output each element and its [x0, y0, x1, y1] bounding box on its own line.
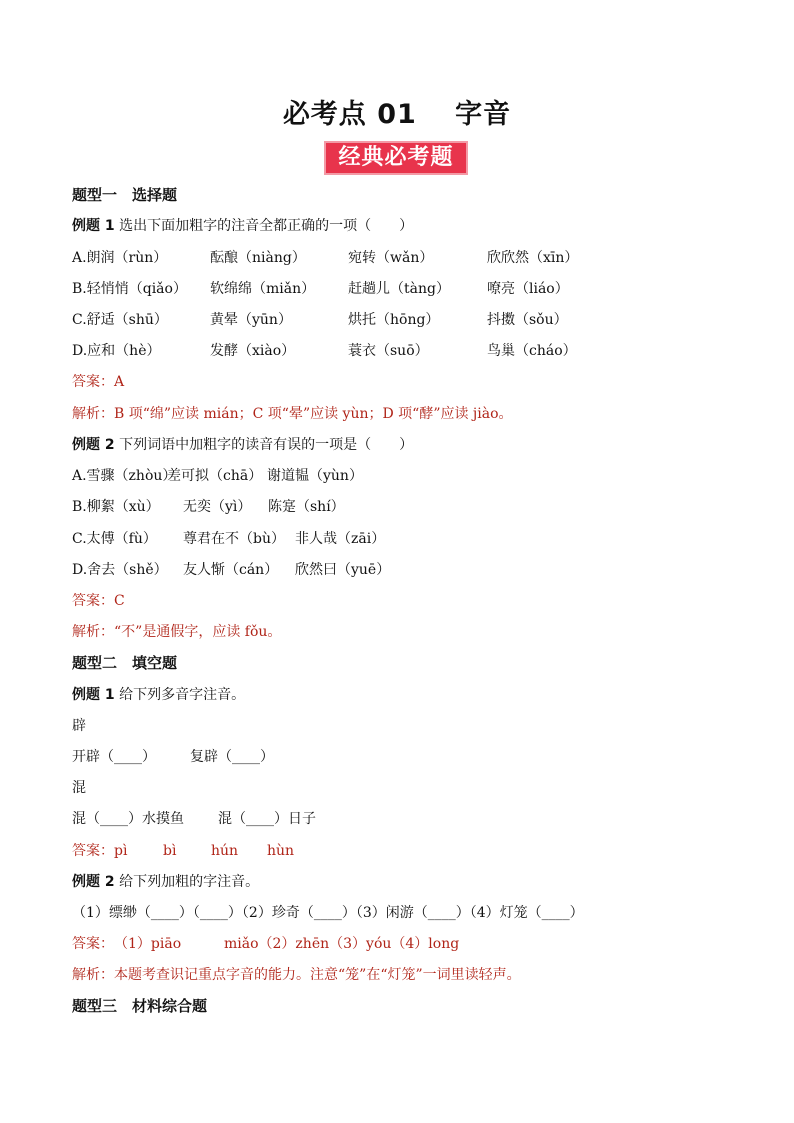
option-cell: 烘托（hōng） [348, 312, 440, 328]
answer-text: 答案：A [72, 374, 125, 390]
option-cell: B.柳絮（xù） [72, 499, 160, 515]
fill-blank-items: （1）缥缈（____）（____）（2）珍奇（____）（3）闲游（____）（4）灯笼（____） [72, 905, 584, 921]
option-cell: 尊君在不（bù） [183, 531, 285, 547]
option-cell: C.太傅（fù） [72, 531, 157, 547]
option-cell: A.雪骤（zhòu） [72, 468, 177, 484]
option-cell: 赶趟儿（tàng） [348, 281, 450, 297]
answer-text: 答案：C [72, 593, 125, 609]
question-text: 给下列加粗的字注音。 [119, 874, 260, 890]
option-cell: 发酵（xiào） [210, 343, 296, 359]
fill-blank-item: 开辟（____） [72, 749, 156, 765]
analysis-text: 解析：B 项“绵”应读 mián；C 项“晕”应读 yùn；D 项“酵”应读 jiào。 [72, 406, 513, 422]
question-text: 选出下面加粗字的注音全都正确的一项（ ） [119, 218, 414, 234]
example-question [72, 871, 259, 893]
answer-label: 答案： [72, 843, 114, 859]
option-cell: 陈寔（shí） [268, 499, 345, 515]
option-cell: 非人哉（zāi） [295, 531, 386, 547]
answer-value: bì [163, 843, 177, 859]
example-question [72, 684, 245, 706]
fill-blank-item: 混（____）日子 [218, 811, 316, 827]
section-heading-choice: 题型一 选择题 [72, 186, 178, 204]
fill-blank-item: 复辟（____） [190, 749, 274, 765]
option-cell: 黄晕（yūn） [210, 312, 292, 328]
answer-label: 答案： [72, 936, 114, 952]
example-label: 例题 1 [72, 687, 115, 703]
example-question [72, 215, 413, 237]
option-cell: D.舍去（shě） [72, 562, 168, 578]
question-text: 下列词语中加粗字的读音有误的一项是（ ） [119, 437, 414, 453]
option-cell: 抖擞（sǒu） [487, 312, 568, 328]
section-heading-fill: 题型二 填空题 [72, 654, 178, 672]
option-cell: A.朗润（rùn） [72, 250, 168, 266]
answer-value: pì [114, 843, 128, 859]
option-cell: 软绵绵（miǎn） [210, 281, 316, 297]
section-heading-material: 题型三 材料综合题 [72, 997, 208, 1015]
option-cell: 友人惭（cán） [183, 562, 279, 578]
option-cell: C.舒适（shū） [72, 312, 168, 328]
answer-value: miǎo（2）zhēn（3）yóu（4）long [224, 936, 460, 952]
answer-value: hún [211, 843, 239, 859]
option-cell: 差可拟（chā） [167, 468, 263, 484]
answer-value: （1）piāo [114, 936, 182, 952]
option-cell: 欣欣然（xīn） [487, 250, 579, 266]
analysis-text: 解析：“不”是通假字，应读 fǒu。 [72, 624, 282, 640]
option-cell: 宛转（wǎn） [348, 250, 434, 266]
fill-blank-item: 混（____）水摸鱼 [72, 811, 184, 827]
option-cell: 酝酿（niàng） [210, 250, 306, 266]
polyphone-char: 混 [72, 780, 86, 796]
option-cell: D.应和（hè） [72, 343, 161, 359]
polyphone-char: 辟 [72, 718, 86, 734]
classic-exam-badge: 经典必考题 [324, 141, 468, 175]
example-label: 例题 2 [72, 874, 115, 890]
example-question [72, 434, 413, 456]
analysis-text: 解析：本题考查识记重点字音的能力。注意“笼”在“灯笼”一词里读轻声。 [72, 967, 521, 983]
option-cell: 嘹亮（liáo） [487, 281, 569, 297]
answer-value: hùn [267, 843, 295, 859]
option-cell: 无奕（yì） [183, 499, 252, 515]
example-label: 例题 2 [72, 437, 115, 453]
option-cell: 谢道韫（yùn） [267, 468, 363, 484]
option-cell: 鸟巢（cháo） [487, 343, 577, 359]
option-cell: B.轻悄悄（qiǎo） [72, 281, 187, 297]
option-cell: 欣然曰（yuē） [295, 562, 391, 578]
question-text: 给下列多音字注音。 [119, 687, 246, 703]
page-title: 必考点 01 字音 [282, 99, 512, 130]
example-label: 例题 1 [72, 218, 115, 234]
option-cell: 蓑衣（suō） [348, 343, 429, 359]
